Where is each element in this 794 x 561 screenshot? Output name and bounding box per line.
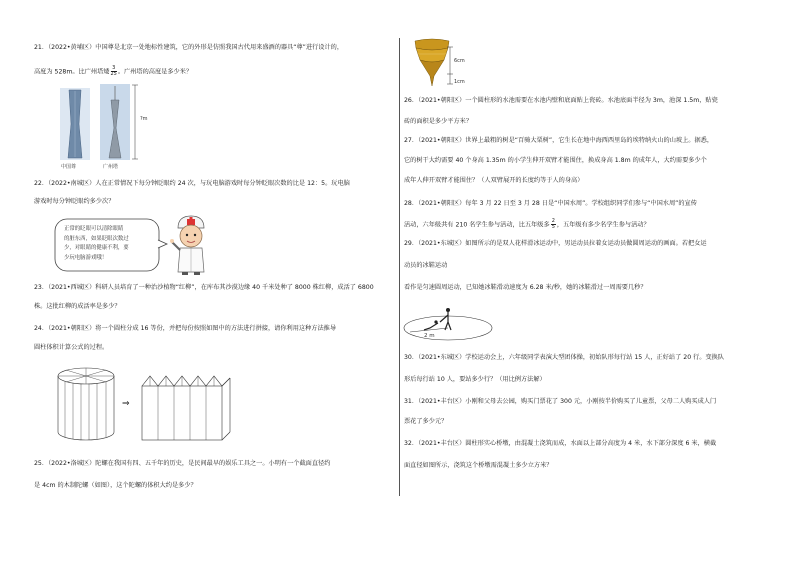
q21-text-pre: 高度为 528m。比广州塔矮 [34,68,110,76]
cylinder-sliced-figure [56,366,116,442]
q30-line2: 形后每行站 10 人，要站多少行？（用比例方法解） [404,376,546,383]
q21-line1: 21．（2022•黄埔区）中国尊是北京一处地标性建筑，它的外形是仿照我国古代用来盛酒的器具“尊”进行设计的， [34,44,344,51]
q31-line2: 票花了多少元？ [404,418,448,425]
q21-text-post: 。广州塔的高度是多少米？ [117,68,193,76]
china-zun-tower-image [60,88,90,160]
q28-line1: 28．（2021•朝阳区）每年 3 月 22 日至 3 月 28 日是“中国水周”。学校组织同学们参与“中国水周”的宣传 [404,200,697,207]
china-zun-caption: 中国尊 [61,164,77,170]
q28-line2 [404,219,650,230]
q23-line1: 23．（2021•西城区）科研人员培育了一种治沙植物“红柳”，在库布其沙漠边缘 40 千米处种了 8000 株红柳，成活了 6800 [34,284,374,291]
q31-line1: 31．（2021•丰台区）小刚和父母去公园，购买门票花了 300 元，小刚按半价购买了儿童票，父母二人购买成人门 [404,398,717,405]
figure-skating-diagram [402,302,494,342]
q23-line2: 株。这批红柳的成活率是多少？ [34,303,121,310]
label-1cm: 1cm [454,79,465,85]
doctor-cartoon-icon [170,214,212,276]
q27-line1: 27．（2021•朝阳区）世界上最粗的树是“百骑大栗树”，它生长在地中海西西里岛的埃特纳火山的山坡上。据悉， [404,137,714,144]
q32-line2: 面直径如图所示，浇筑这个桥墩需混凝土多少立方米？ [404,462,553,469]
q27-line2: 它的树干大约需要 40 个身高 1.35m 的小学生伸开双臂才能围住，换成身高 1.8m 的成年人，大约需要多少个 [404,157,707,164]
bubble-line-3: 少，对眼睛的健康不利，要 [64,245,129,251]
q21-frac-den: 25 [110,71,117,77]
canton-tower-image [100,84,130,160]
spinning-top-dimensions [447,46,453,86]
column-divider [399,38,400,496]
q29-line3: 看作是匀速圆周运动，已知她冰鞋滑动速度为 6.28 米/秒，她的冰鞋滑过一周需要几秒？ [404,284,647,291]
q28-frac-num: 2 [551,218,555,224]
q25-line2: 是 4cm 的木制陀螺（如图），这个陀螺的体积大约是多少？ [34,482,197,489]
speech-bubble-text [64,225,129,263]
bubble-line-4: 少玩电脑游戏哦！ [64,254,108,261]
transform-arrow-icon: ⇒ [122,399,130,409]
spinning-top-image [412,38,452,88]
q24-line1: 24．（2021•朝阳区）将一个圆柱分成 16 等份，并把每份按照如图中的方法进行拼接，请你利用这种方法推导 [34,325,337,332]
q32-line1: 32．（2021•丰台区）圆柱形实心桥墩，由混凝土浇筑而成，水面以上部分高度为 4 米，水下部分深度 6 米，横截 [404,440,717,447]
q28-frac-den: 5 [551,224,555,230]
q21-line2 [34,66,192,77]
bubble-line-1: 正常的眨眼可以清除眼睛 [64,226,124,232]
height-marker [132,84,138,160]
height-marker-label: ?m [140,116,148,122]
q22-line2: 游戏时每分钟眨眼约多少次？ [34,198,115,205]
q29-line1: 29．（2021•东城区）如图所示的是双人花样滑冰运动中，男运动员拉着女运动员做圆周运动的画面。若把女运 [404,240,707,247]
label-2m: 2 m [424,333,435,339]
q28-text-pre: 活动，六年级共有 210 名学生参与活动，比五年级多 [404,221,550,229]
canton-tower-caption: 广州塔 [103,164,119,170]
q28-text-post: ，五年级有多少名学生参与活动？ [556,221,650,229]
q27-line3: 成年人伸开双臂才能围住？（人双臂展开的长度约等于人的身高） [404,177,584,184]
q21-frac-num: 3 [112,65,116,71]
q29-line2: 动员的冰鞋运动 [404,262,448,269]
q30-line1: 30．（2021•东城区）学校运动会上，六年级同学表演大型团体操，初始队形每行站 15 人，正好站了 20 行。变换队 [404,354,725,361]
label-6cm: 6cm [454,58,465,64]
q25-line1: 25．（2022•洛城区）陀螺在我国有四、五千年的历史，是民间最早的娱乐工具之一。小明有一个截面直径约 [34,460,331,467]
q28-fraction [551,219,556,230]
q26-line2: 砖的面积是多少平方米？ [404,118,473,125]
q22-line1: 22．（2022•南城区）人在正常情况下每分钟眨眼约 24 次，与玩电脑游戏时每分钟眨眼次数的比是 12：5。玩电脑 [34,180,350,187]
rearranged-cuboid-figure [140,374,232,442]
q26-line1: 26．（2021•朝阳区）一个圆柱形的水池需要在水池内壁和底面贴上瓷砖。水池底面半径为 3m，池深 1.5m，贴瓷 [404,97,718,104]
q24-line2: 圆柱体积计算公式的过程。 [34,344,109,351]
q21-fraction [111,66,117,77]
bubble-line-2: 的脏东西，如果眨眼次数过 [64,235,129,242]
